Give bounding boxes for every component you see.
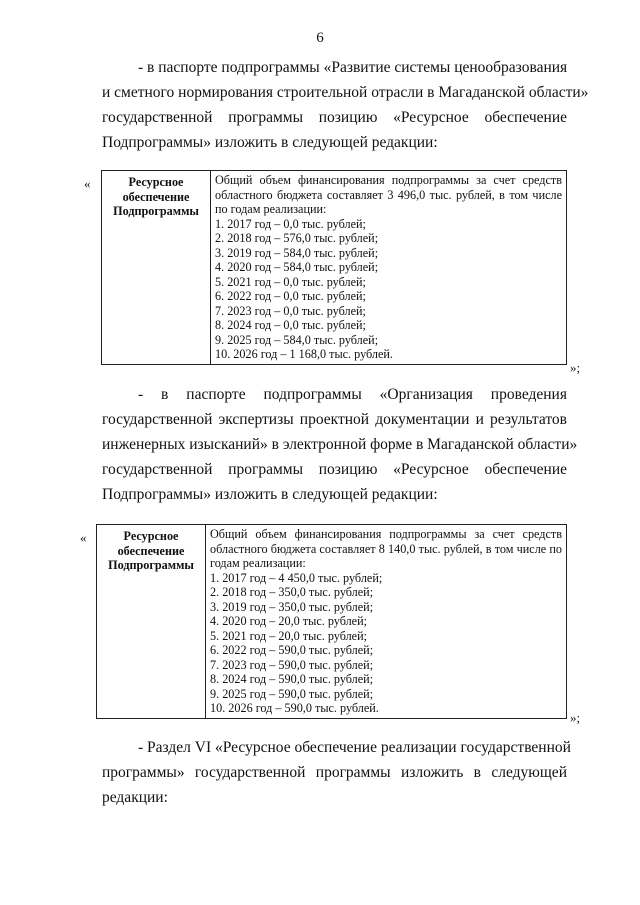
year-funding-item: 5. 2021 год – 0,0 тыс. рублей; xyxy=(215,274,366,289)
year-funding-item: 3. 2019 год – 350,0 тыс. рублей; xyxy=(210,599,374,614)
funding-summary: Общий объем финансирования подпрограммы за счет средств областного бюджета составляет 3 496,0 тыс. рублей, в том числе по годам реализации: xyxy=(215,173,562,216)
paragraph-line: - в паспорте подпрограммы «Организация проведения xyxy=(138,386,567,403)
year-funding-item: 9. 2025 год – 590,0 тыс. рублей; xyxy=(210,686,374,701)
opening-quote: « xyxy=(84,176,91,191)
paragraph-line: государственной программы позицию «Ресурсное обеспечение xyxy=(102,461,567,478)
heading-line: Подпрограммы xyxy=(108,558,194,572)
funding-summary: Общий объем финансирования подпрограммы за счет средств областного бюджета составляет 8 140,0 тыс. рублей, в том числе по годам реализации: xyxy=(210,527,562,570)
year-funding-item: 8. 2024 год – 590,0 тыс. рублей; xyxy=(210,672,374,686)
closing-quote: »; xyxy=(570,710,581,725)
paragraph-line: - Раздел VI «Ресурсное обеспечение реализации государственной xyxy=(138,739,571,756)
year-funding-item: 6. 2022 год – 0,0 тыс. рублей; xyxy=(215,289,366,303)
heading-line: Ресурсное xyxy=(123,529,179,543)
year-funding-item: 2. 2018 год – 576,0 тыс. рублей; xyxy=(215,231,379,245)
year-funding-item: 2. 2018 год – 350,0 тыс. рублей; xyxy=(210,585,374,599)
year-funding-item: 6. 2022 год – 590,0 тыс. рублей; xyxy=(210,643,374,657)
paragraph-line: инженерных изысканий» в электронной форме в Магаданской области» xyxy=(102,436,578,453)
paragraph-line: - в паспорте подпрограммы «Развитие системы ценообразования xyxy=(138,59,568,76)
year-funding-item: 4. 2020 год – 20,0 тыс. рублей; xyxy=(210,614,367,628)
paragraph-line: редакции: xyxy=(102,789,168,806)
page-number: 6 xyxy=(316,30,324,46)
closing-quote: »; xyxy=(570,360,581,375)
year-funding-item: 7. 2023 год – 590,0 тыс. рублей; xyxy=(210,657,374,672)
paragraph-line: Подпрограммы» изложить в следующей редакции: xyxy=(102,486,438,503)
year-funding-item: 9. 2025 год – 584,0 тыс. рублей; xyxy=(215,332,379,347)
heading-line: обеспечение xyxy=(117,543,185,558)
opening-quote: « xyxy=(80,530,87,545)
paragraph-subprogram-pricing xyxy=(102,55,589,155)
year-funding-item: 1. 2017 год – 0,0 тыс. рублей; xyxy=(215,216,366,231)
year-funding-item: 8. 2024 год – 0,0 тыс. рублей; xyxy=(215,318,366,332)
resource-table-expertise xyxy=(96,524,567,719)
table-content-cell xyxy=(206,525,567,719)
year-funding-item: 1. 2017 год – 4 450,0 тыс. рублей; xyxy=(210,570,383,585)
year-funding-item: 5. 2021 год – 20,0 тыс. рублей; xyxy=(210,628,367,643)
table-content-cell xyxy=(211,171,567,365)
paragraph-line: Подпрограммы» изложить в следующей редакции: xyxy=(102,134,438,151)
year-funding-item: 3. 2019 год – 584,0 тыс. рублей; xyxy=(215,245,379,260)
year-funding-item: 10. 2026 год – 590,0 тыс. рублей. xyxy=(210,701,379,715)
heading-line: Подпрограммы xyxy=(113,204,199,218)
heading-line: обеспечение xyxy=(122,189,190,204)
resource-table-pricing xyxy=(101,170,567,365)
paragraph-section-vi xyxy=(102,735,571,810)
table-heading-cell xyxy=(102,171,211,365)
paragraph-subprogram-expertise xyxy=(102,382,578,507)
paragraph-line: государственной экспертизы проектной документации и результатов xyxy=(102,411,567,428)
table-heading-cell xyxy=(97,525,206,719)
heading-line: Ресурсное xyxy=(128,175,184,189)
paragraph-line: и сметного нормирования строительной отрасли в Магаданской области» xyxy=(102,84,589,101)
paragraph-line: программы» государственной программы изложить в следующей xyxy=(102,764,567,781)
year-funding-item: 7. 2023 год – 0,0 тыс. рублей; xyxy=(215,303,366,318)
year-funding-item: 10. 2026 год – 1 168,0 тыс. рублей. xyxy=(215,347,393,361)
year-funding-item: 4. 2020 год – 584,0 тыс. рублей; xyxy=(215,260,379,274)
paragraph-line: государственной программы позицию «Ресурсное обеспечение xyxy=(102,109,567,126)
